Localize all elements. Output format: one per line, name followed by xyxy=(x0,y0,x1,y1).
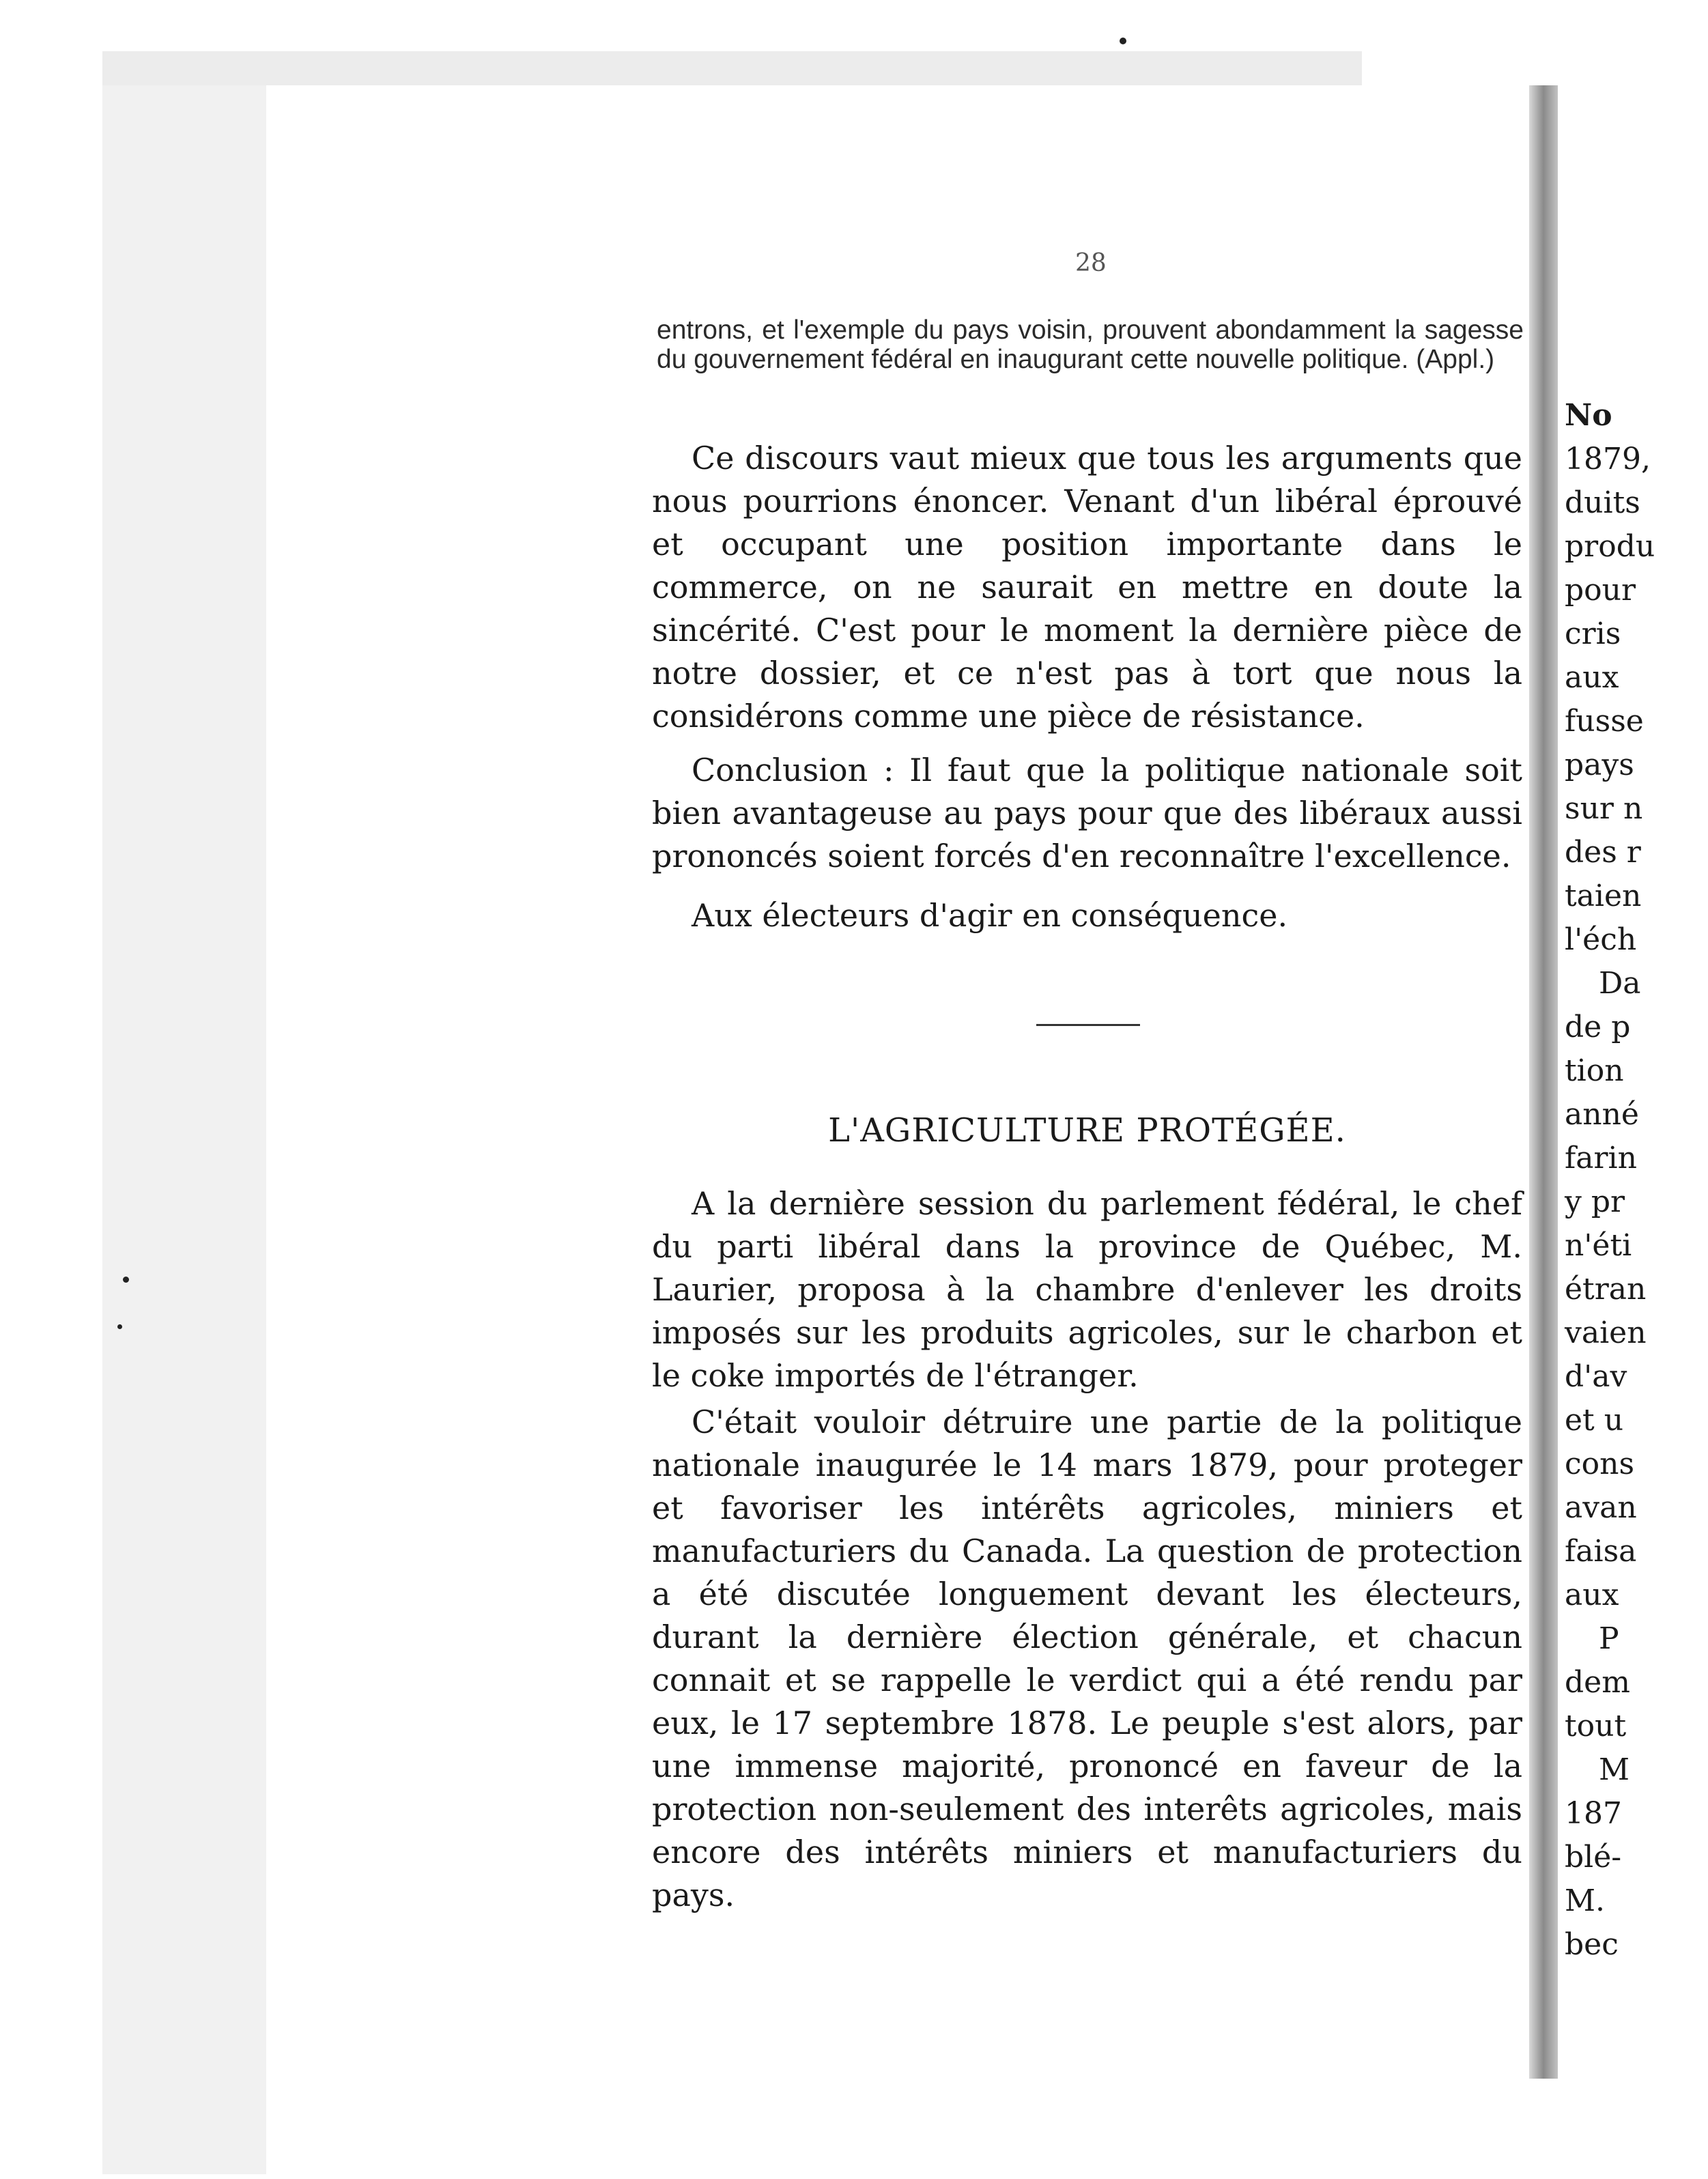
next-page-fragment: bec xyxy=(1565,1927,1619,1962)
next-page-fragment: farin xyxy=(1565,1141,1637,1176)
next-page-fragment: vaien xyxy=(1565,1315,1647,1350)
next-page-fragment: M xyxy=(1599,1752,1630,1787)
next-page-fragment: cris xyxy=(1565,616,1621,651)
next-page-fragment: n'éti xyxy=(1565,1228,1632,1263)
next-page-fragment: 1879, xyxy=(1565,442,1651,476)
page-fold-shadow xyxy=(1529,85,1558,2079)
next-page-fragment: 187 xyxy=(1565,1796,1622,1831)
next-page-fragment: dem xyxy=(1565,1665,1630,1700)
section-divider xyxy=(1036,1024,1140,1026)
next-page-fragment: l'éch xyxy=(1565,922,1637,957)
paragraph-conclusion: Conclusion : Il faut que la politique nationale soit bien avantageuse au pays pour que des libéraux aussi prononcés soient forcés d'en reconnaître l'excellence. xyxy=(652,752,1522,874)
next-page-fragment: anné xyxy=(1565,1097,1639,1132)
next-page-fragment: cons xyxy=(1565,1447,1635,1481)
paragraph-politique-nationale: C'était vouloir détruire une partie de la politique nationale inaugurée le 14 mars 1879, pour proteger et favoriser les intérêts agricoles, miniers et manufacturiers du Canada. La question de protection a été discutée longuement devant les électeurs, durant la dernière élection générale, et chacun connait et se rappelle le verdict qui a été rendu par eux, le 17 septembre 1878. Le peuple s'est alors, par une immense majorité, prononcé en faveur de la protection non-seulement des interêts agricoles, mais encore des intérêts miniers et manufacturiers du pays. xyxy=(652,1404,1522,1913)
next-page-fragment: et u xyxy=(1565,1403,1624,1438)
next-page-fragment: aux xyxy=(1565,660,1619,695)
dust-speck xyxy=(123,1277,129,1283)
dust-speck xyxy=(1120,38,1126,44)
next-page-fragment: des r xyxy=(1565,835,1641,870)
next-page-fragment: étran xyxy=(1565,1272,1647,1307)
next-page-fragment: d'av xyxy=(1565,1359,1627,1394)
section-heading: L'AGRICULTURE PROTÉGÉE. xyxy=(828,1111,1346,1150)
next-page-edge xyxy=(1558,85,1655,2179)
next-page-fragment: No xyxy=(1565,398,1612,433)
paragraph-discours: Ce discours vaut mieux que tous les arguments que nous pourrions énoncer. Venant d'un libéral éprouvé et occupant une position importante dans le commerce, on ne saurait en mettre en doute la sincérité. C'est pour le moment la dernière pièce de notre dossier, et ce n'est pas à tort que nous la considérons comme une pièce de résistance. xyxy=(652,440,1522,735)
dust-speck xyxy=(117,1324,122,1329)
paragraph-laurier: A la dernière session du parlement fédéral, le chef du parti libéral dans la province de Québec, M. Laurier, proposa à la chambre d'enlever les droits imposés sur les produits agricoles, sur le charbon et le coke importés de l'étranger. xyxy=(652,1185,1522,1394)
page-number: 28 xyxy=(1075,249,1107,277)
next-page-fragment: de p xyxy=(1565,1010,1631,1044)
next-page-fragment: sur n xyxy=(1565,791,1643,826)
quote-continuation: entrons, et l'exemple du pays voisin, prouvent abondamment la sagesse du gouvernement fédéral en inaugurant cette nouvelle politique. (Appl.) xyxy=(657,315,1524,374)
next-page-fragment: pour xyxy=(1565,573,1636,608)
next-page-fragment: M. xyxy=(1565,1883,1606,1918)
next-page-fragment: produ xyxy=(1565,529,1655,564)
next-page-fragment: P xyxy=(1599,1621,1619,1656)
next-page-fragment: aux xyxy=(1565,1578,1619,1612)
next-page-fragment: blé- xyxy=(1565,1840,1622,1875)
next-page-fragment: tion xyxy=(1565,1053,1624,1088)
next-page-fragment: tout xyxy=(1565,1709,1627,1743)
page-gutter xyxy=(102,85,268,2174)
next-page-fragment: Da xyxy=(1599,966,1641,1001)
next-page-fragment: faisa xyxy=(1565,1534,1637,1569)
next-page-fragment: fusse xyxy=(1565,704,1644,739)
paragraph-electeurs: Aux électeurs d'agir en conséquence. xyxy=(692,897,1288,934)
next-page-fragment: avan xyxy=(1565,1490,1637,1525)
next-page-fragment: taien xyxy=(1565,879,1642,913)
next-page-fragment: pays xyxy=(1565,747,1634,782)
next-page-fragment: y pr xyxy=(1565,1184,1625,1219)
next-page-fragment: duits xyxy=(1565,485,1640,520)
